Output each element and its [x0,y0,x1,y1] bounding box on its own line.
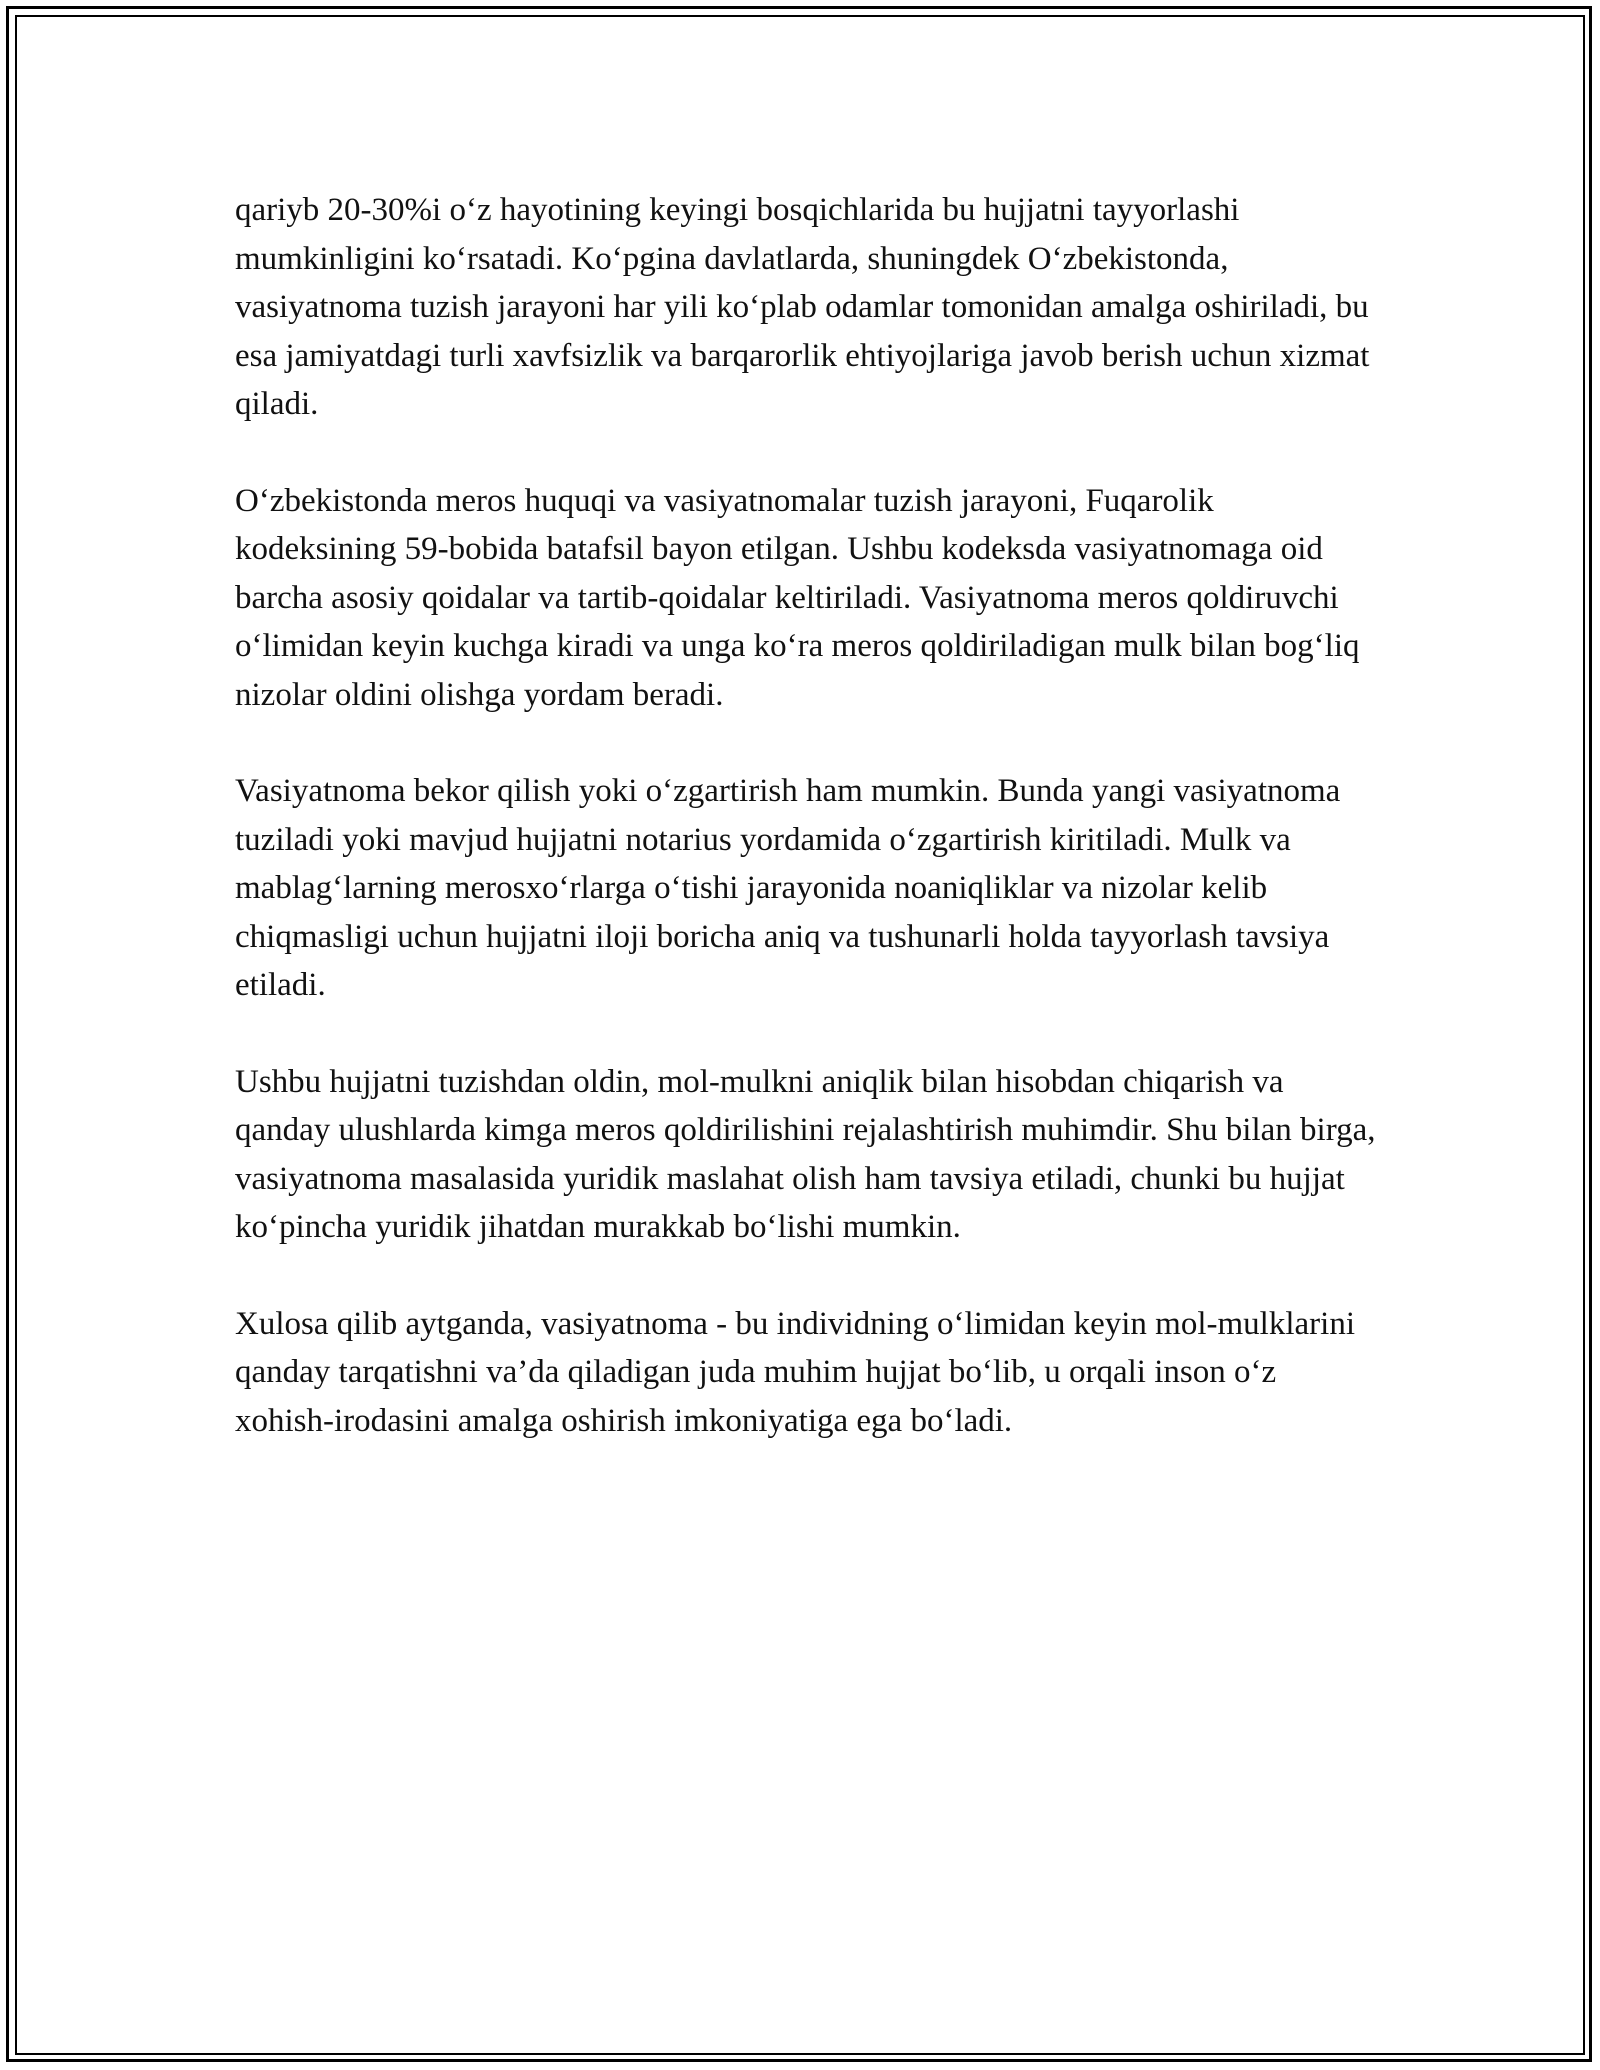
paragraph-statistics: qariyb 20-30%i o‘z hayotining keyingi bosqichlarida bu hujjatni tayyorlashi mumkinligini ko‘rsatadi. Ko‘pgina davlatlarda, shuningdek O‘zbekistonda, vasiyatnoma tuzish jarayoni har yili ko‘plab odamlar tomonidan amalga oshiriladi, bu esa jamiyatdagi turli xavfsizlik va barqarorlik ehtiyojlariga javob berish uchun xizmat qiladi. [235,192,1370,422]
paragraph-preparation: Ushbu hujjatni tuzishdan oldin, mol-mulkni aniqlik bilan hisobdan chiqarish va qanday ulushlarda kimga meros qoldirilishini rejalashtirish muhimdir. Shu bilan birga, vasiyatnoma masalasida yuridik maslahat olish ham tavsiya etiladi, chunki bu hujjat ko‘pincha yuridik jihatdan murakkab bo‘lishi mumkin. [235,1063,1376,1245]
paragraph-conclusion: Xulosa qilib aytganda, vasiyatnoma - bu individning o‘limidan keyin mol-mulklarini qanday tarqatishni va’da qiladigan juda muhim hujjat bo‘lib, u orqali inson o‘z xohish-irodasini amalga oshirish imkoniyatiga ega bo‘ladi. [235,1305,1355,1439]
document-body [235,186,1380,1493]
paragraph-revocation: Vasiyatnoma bekor qilish yoki o‘zgartirish ham mumkin. Bunda yangi vasiyatnoma tuziladi yoki mavjud hujjatni notarius yordamida o‘zgartirish kiritiladi. Mulk va mablag‘larning merosxo‘rlarga o‘tishi jarayonida noaniqliklar va nizolar kelib chiqmasligi uchun hujjatni iloji boricha aniq va tushunarli holda tayyorlash tavsiya etiladi. [235,773,1341,1003]
paragraph-civil-code: O‘zbekistonda meros huquqi va vasiyatnomalar tuzish jarayoni, Fuqarolik kodeksining 59-bobida batafsil bayon etilgan. Ushbu kodeksda vasiyatnomaga oid barcha asosiy qoidalar va tartib-qoidalar keltiriladi. Vasiyatnoma meros qoldiruvchi o‘limidan keyin kuchga kiradi va unga ko‘ra meros qoldiriladigan mulk bilan bog‘liq nizolar oldini olishga yordam beradi. [235,482,1360,713]
